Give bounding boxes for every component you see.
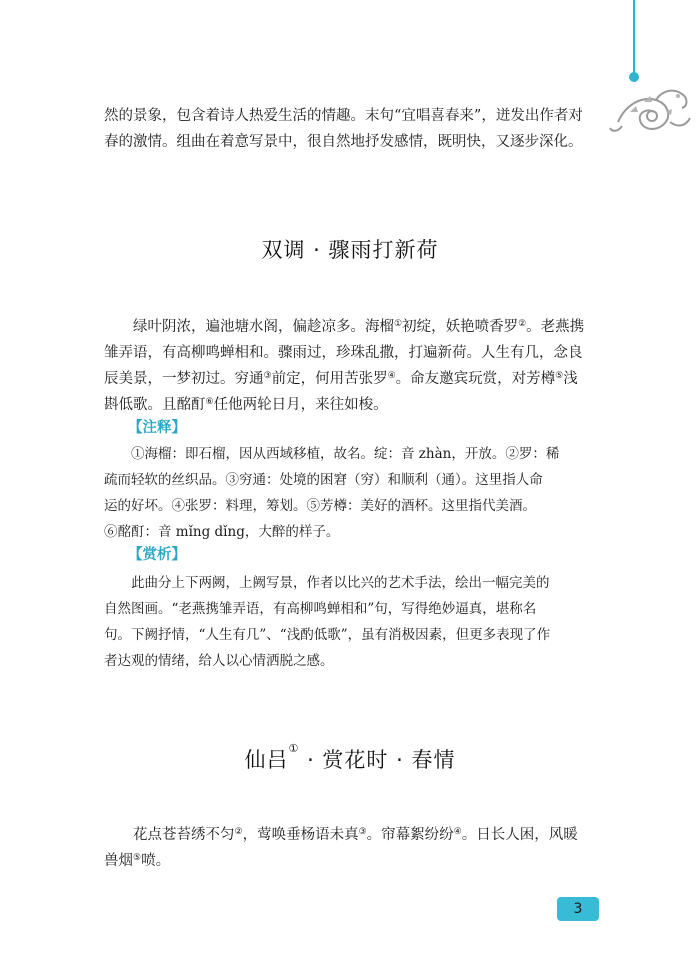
poem-line: 斟低歌。且酩酊⑥任他两轮日月，来往如梭。 <box>104 397 388 413</box>
analysis-line: 自然图画。“老燕携雏弄语，有高柳鸣蝉相和”句，写得绝妙逼真，堪称名 <box>104 601 537 617</box>
notes-line: ①海榴：即石榴，因从西域移植，故名。绽：音 zhàn，开放。②罗：稀 <box>131 446 560 462</box>
intro-line: 然的景象，包含着诗人热爱生活的情趣。末句“宜唱喜春来”，迸发出作者对 <box>104 108 583 124</box>
notes-line: 运的好坏。④张罗：料理，筹划。⑤芳樽：美好的酒杯。这里指代美酒。 <box>104 498 536 514</box>
page-number: 3 <box>573 901 583 917</box>
footnote-marker: ③ <box>263 371 272 381</box>
dragon-emblem-icon <box>608 82 694 140</box>
notes-label: 【注释】 <box>128 419 186 436</box>
intro-line: 春的激情。组曲在着意写景中，很自然地抒发感情，既明快，又逐步深化。 <box>104 134 583 150</box>
page-number-badge <box>557 897 599 921</box>
decorative-dot <box>629 72 639 82</box>
footnote-marker: ⑤ <box>555 371 564 381</box>
footnote-marker: ② <box>518 319 527 329</box>
decorative-vertical-line <box>633 0 635 76</box>
poem-line: 绿叶阴浓，遍池塘水阁，偏趁凉多。海榴①初绽，妖艳喷香罗②。老燕携 <box>133 319 585 335</box>
footnote-marker: ⑥ <box>205 397 214 407</box>
notes-paragraph <box>104 441 604 545</box>
notes-line: ⑥酩酊：音 mǐng dǐng，大醉的样子。 <box>104 524 340 540</box>
section-title-shuangdiao: 双调 · 骤雨打新荷 <box>261 238 439 262</box>
footnote-marker: ④ <box>453 827 462 837</box>
footnote-marker: ③ <box>358 827 367 837</box>
poem-line: 雏弄语，有高柳鸣蝉相和。骤雨过，珍珠乱撒，打遍新荷。人生有几，念良 <box>104 345 583 361</box>
poem-line: 兽烟⑤喷。 <box>104 853 171 869</box>
poem-line: 辰美景，一梦初过。穷通③前定，何用苦张罗④。命友邀宾玩赏，对芳樽⑤浅 <box>104 371 578 387</box>
poem-text <box>104 314 604 418</box>
section-title-xianlv: 仙吕① · 赏花时 · 春情 <box>244 742 456 772</box>
analysis-paragraph <box>104 570 604 674</box>
analysis-label: 【赏析】 <box>128 546 186 563</box>
intro-paragraph <box>104 103 604 155</box>
footnote-marker: ⑤ <box>133 853 142 863</box>
footnote-marker: ④ <box>387 371 396 381</box>
analysis-line: 者达观的情绪，给人以心情洒脱之感。 <box>104 653 334 669</box>
footnote-marker: ① <box>288 742 300 755</box>
notes-line: 疏而轻软的丝织品。③穷通：处境的困窘（穷）和顺利（通）。这里指人命 <box>104 472 543 488</box>
poem-text-2 <box>104 822 604 874</box>
analysis-line: 此曲分上下两阙，上阙写景，作者以比兴的艺术手法，绘出一幅完美的 <box>131 575 550 591</box>
footnote-marker: ② <box>234 827 243 837</box>
analysis-line: 句。下阙抒情，“人生有几”、“浅酌低歌”，虽有消极因素，但更多表现了作 <box>104 627 551 643</box>
poem-line: 花点苍苔绣不匀②，莺唤垂杨语未真③。帘幕絮纷纷④。日长人困，风暖 <box>133 827 578 843</box>
footnote-marker: ① <box>394 319 403 329</box>
